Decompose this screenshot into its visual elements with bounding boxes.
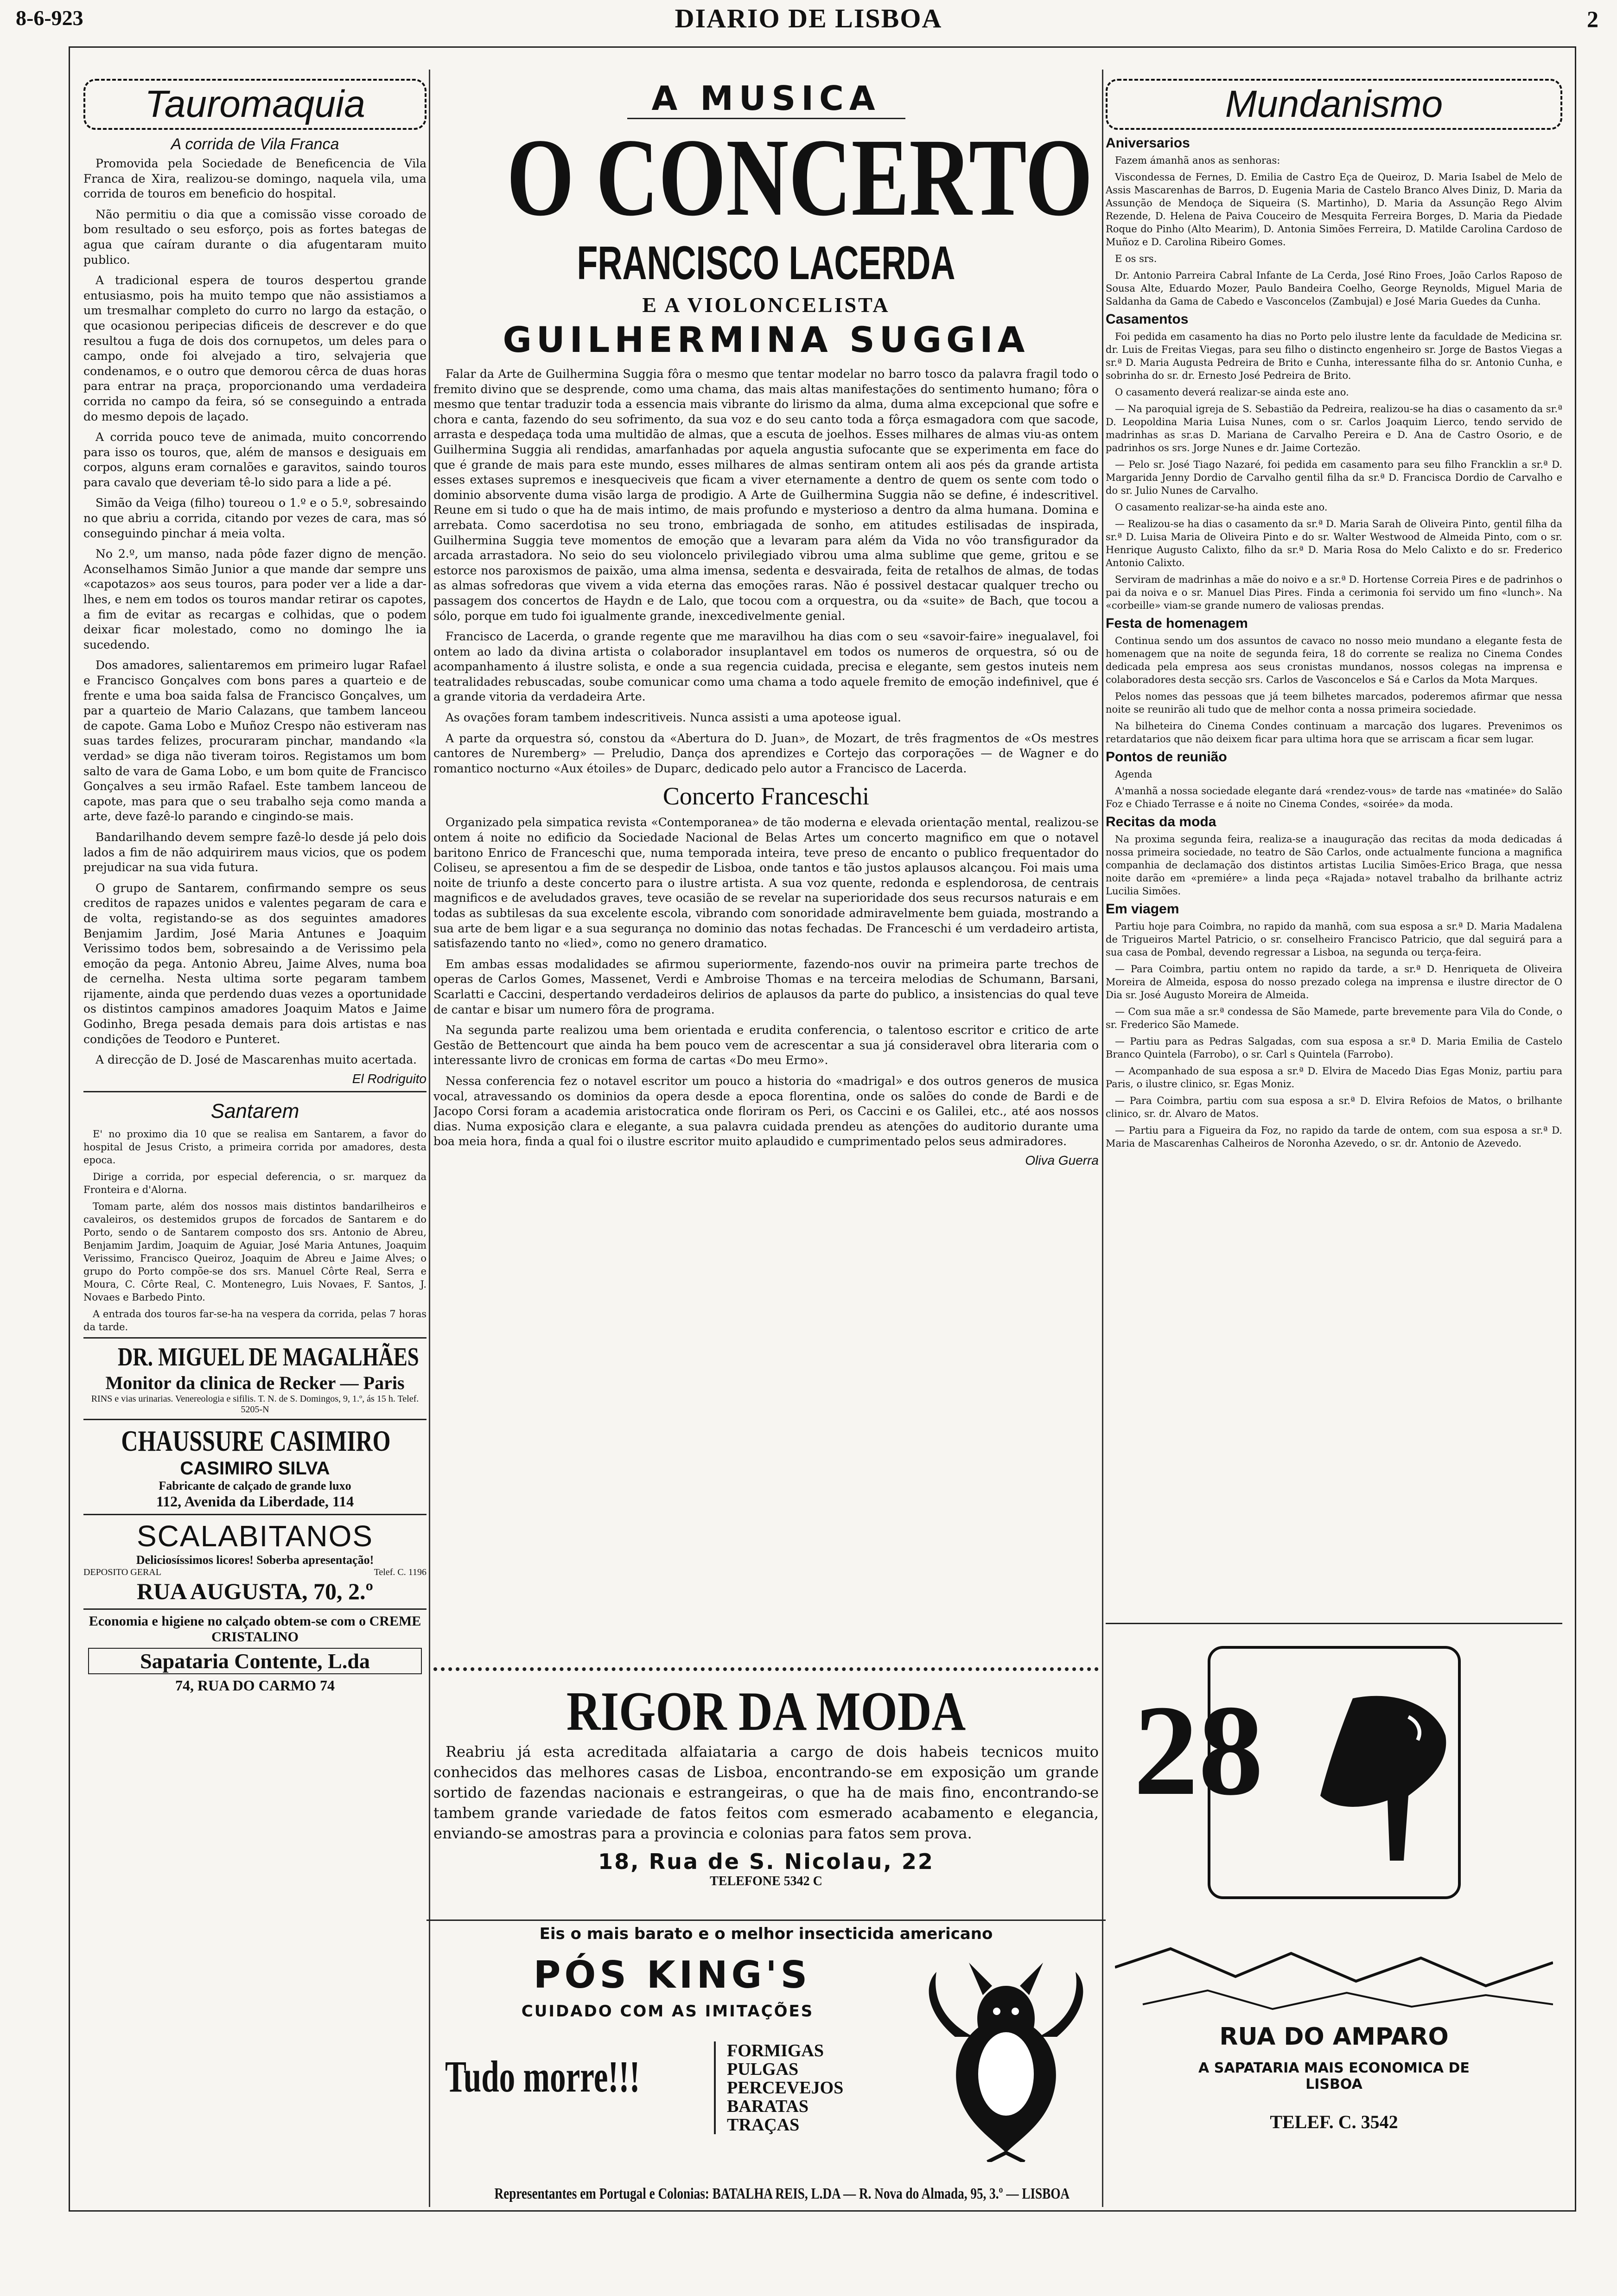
dotted-rule [433,1667,1099,1678]
paragraph: — Pelo sr. José Tiago Nazaré, foi pedida em casamento para seu filho Francklin a sr.ª D. Margarida Jenny Dordio de Carvalho gentil filha da sr.ª D. Francisca Dordio de Carvalho e do sr. Julio Nunes de Carvalho. [1106,459,1562,496]
paragraph: Dirige a corrida, por especial deferencia, o sr. marquez da Fronteira e d'Alorna. [83,1171,427,1195]
ad-chaussure [83,1419,427,1514]
ad-scalabitanos [83,1514,427,1608]
article-signature: El Rodriguito [352,1071,427,1086]
paragraph: — Realizou-se ha dias o casamento da sr.ª D. Maria Sarah de Oliveira Pinto, gentil filha da sr.ª D. Luisa Maria de Oliveira Pinto e do sr. Walter Westwood de Almeida Pinto, com o sr. Henrique Augusto Calixto, filho da sr.ª D. Maria Rosa do Melo Calixto e do sr. Frederico Antonio Calixto. [1106,518,1562,568]
ad-rigor-text: Reabriu já esta acreditada alfaiataria a cargo de dois habeis tecnicos muito conhecidos das melhores casas de Lisboa, encontrando-se em exposição um grande sortido de fazendas nacionais e estrangeiras, o que ha de mais fino, encontrando-se tambem grande variedade de fatos feitos com esmerado acabamento e elegancia, enviando-se amostras para a provincia e colonias para fatos sem prova. [433,1743,1099,1842]
ad-kings-title: PÓS KING'S [533,1953,811,1996]
section-heading: Em viagem [1106,901,1179,917]
ad-sapataria: Sapataria Contente, L.da [88,1648,422,1674]
ad-econ: Economia e higiene no calçado obtem-se com o CREME CRISTALINO [89,1613,421,1645]
paragraph: Tomam parte, além dos nossos mais distintos bandarilheiros e cavaleiros, os destemidos grupos de forcados de Santarem e do Porto, sendo o de Santarem composto dos srs. Antonio de Abreu, Benjamim Jardim, Joaquim de Aguiar, José Maria Antunes, Joaquim Verissimo, Francisco Queiroz, Joaquim de Abreu e Jaime Alves; o grupo do Porto compõe-se dos srs. Manuel Côrte Real, Serra e Moura, C. Côrte Real, C. Montenegro, Luis Novaes, F. Santos, J. Novaes e Barbedo Pinto. [83,1200,427,1303]
ad-rigor-title: RIGOR DA MODA [566,1680,966,1742]
ad-chaussure-title: CHAUSSURE CASIMIRO [121,1424,391,1457]
insect-list-item: PULGAS [727,2060,799,2079]
paragraph: Dos amadores, salientaremos em primeiro lugar Rafael e Francisco Gonçalves com bons pares a quarteio e de frente e uma boa saida falsa de Francisco Gonçalves, um par a quarteio de Mario Calazans, que tambem lanceou de capote. Gama Lobo e Muñoz Crespo não estiveram nas suas tardes felizes, procuraram pinchar, mandando «la verdad» se diga não tiveram toiros. Registamos um bom salto de vara de Gama Lobo, e um bom quite de Francisco Gonçalves a seu irmão Rafael. Este tambem lanceou de capote, mas para que o seu trabalho seja como manda a arte, deve fazê-lo parando e cingindo-se mais. [83,658,427,823]
paragraph: O casamento realizar-se-ha ainda este ano. [1115,502,1328,513]
paragraph: A parte da orquestra só, constou da «Abertura do D. Juan», de Mozart, de três fragmentos de «Os mestres cantores de Nuremberg» — Preludio, Dança dos aprendizes e Cortejo das corporações — de Wagner e do romantico nocturno «Aux étoiles» de Duparc, dedicado pelo autor a Francisco de Lacerda. [433,731,1099,775]
ad-sapataria-desc: A SAPATARIA MAIS ECONOMICA DE LISBOA [1198,2060,1470,2092]
ad-scal-sub: Deliciosíssimos licores! Soberba apresentação! [136,1553,374,1567]
section-heading: Recitas da moda [1106,814,1216,829]
paragraph: — Partiu para as Pedras Salgadas, com sua esposa a sr.ª D. Maria Emilia de Castelo Branco Quintela (Farrobo), o sr. Carl s Quintela (Farrobo). [1106,1036,1562,1060]
paragraph: Em ambas essas modalidades se afirmou superiormente, fazendo-nos ouvir na primeira parte trechos de operas de Carlos Gomes, Massenet, Verdi e Ambroise Thomas e na terceira melodias de Schumann, Barsani, Scarlatti e Caccini, despertando verdadeiros delirios de aplausos da parte do publico, a insistencias do qual teve de cantar e bisar um numero fôra de programa. [433,957,1099,1016]
ad-chaussure-addr: 112, Avenida da Liberdade, 114 [156,1492,354,1510]
ad-sapataria-28 [1106,1623,1562,2208]
ad-rigor-addr: 18, Rua de S. Nicolau, 22 [598,1849,934,1874]
paragraph: Na bilheteira do Cinema Condes continuam a marcação dos lugares. Prevenimos os retardatarios que não deixem ficar para ultima hora que se arriscam a ficar sem lugar. [1106,721,1562,745]
section-heading: Pontos de reunião [1106,749,1227,765]
paragraph: Fazem ámanhã anos as senhoras: [1115,155,1280,166]
ad-chaussure-owner: CASIMIRO SILVA [180,1458,330,1479]
paragraph: Continua sendo um dos assuntos de cavaco no nosso meio mundano a elegante festa de homenagem que na noite de segunda feira, 18 do corrente se realiza no Cinema Condes dedicada pela empresa aos seus cronistas mundanos, nossos colegas na imprensa e colaboradores desta secção srs. Carlos de Vasconcelos e Sá e Carlos da Mota Marques. [1106,635,1562,685]
paragraph: O casamento deverá realizar-se ainda este ano. [1115,387,1349,398]
article-body-tauromaquia [83,156,427,1068]
paragraph: — Na paroquial igreja de S. Sebastião da Pedreira, realizou-se ha dias o casamento da sr.ª D. Leopoldina Maria Luisa Nunes, com o sr. Carlos Joaquim Lierco, tendo servido de madrinhas as sr.as D. Mariana de Carvalho Pereira e D. Ana de Castro Osorio, e de padrinhos os srs. Jorge Nunes e dr. Jaime Cortezão. [1106,403,1562,453]
paragraph: Viscondessa de Fernes, D. Emilia de Castro Eça de Queiroz, D. Maria Isabel de Melo de Assis Mascarenhas de Barros, D. Eugenia Maria de Castelo Branco Alves Diniz, D. Maria da Assunção de Mendoça de Siqueira (S. Martinho), D. Maria da Assunção Rego Alvim Rezende, D. Helena de Paiva Couceiro de Mesquita Ferreira Borges, D. Maria da Piedade Roque do Pinho (Alto Mearim), D. Antonia Simões Ferreira, D. Matilde Carolina Cardoso de Muñoz e D. Carolina Ribeiro Gomes. [1106,172,1562,248]
paragraph: Pelos nomes das pessoas que já teem bilhetes marcados, poderemos afirmar que nessa noite se reunirão ali tudo que de melhor conta a nossa primeira sociedade. [1106,691,1562,715]
ad-scal-title: SCALABITANOS [136,1519,374,1553]
paragraph: A direcção de D. José de Mascarenhas muito acertada. [95,1053,417,1067]
page-header [0,0,1617,46]
middle-column [433,79,1099,1665]
paragraph: — Com sua mãe a sr.ª condessa de São Mamede, parte brevemente para Vila do Conde, o sr. Frederico São Mamede. [1106,1006,1562,1030]
devil-illustration-icon [918,1958,1094,2162]
ad-kings-slogan: Tudo morre!!! [445,2052,640,2101]
paragraph: Na proxima segunda feira, realiza-se a inauguração das recitas da moda dedicadas á nossa primeira sociedade, no teatro de São Carlos, onde actualmente funciona a magnifica companhia de declamação dos distintos artistas Lucilia Simões-Erico Braga, que nessa noite darão em «premiére» a linda peça «Rajada» notavel trabalho da brilhante actriz Lucilia Simões. [1106,834,1562,897]
paragraph: Foi pedida em casamento ha dias no Porto pelo ilustre lente da faculdade de Medicina sr. dr. Luis de Freitas Viegas, para seu filho o distincto engenheiro sr. Jorge de Bastos Viegas a sr.ª D. Maria Augusta Pedreira de Brito e Cunha, interessante filha do sr. Antonio Cunha, e sobrinha do sr. dr. Ernesto José Pedreira de Brito. [1106,331,1562,381]
paragraph: Simão da Veiga (filho) toureou o 1.º e o 5.º, sobresaindo no que abriu a corrida, citando por vezes de cara, mas só conseguindo pinchar á meia volta. [83,496,427,540]
paragraph: A entrada dos touros far-se-ha na vespera da corrida, pelas 7 horas da tarde. [83,1308,427,1333]
insect-list-item: PERCEVEJOS [727,2078,844,2098]
ad-scal-tel: Telef. C. 1196 [374,1567,427,1577]
paragraph: A corrida pouco teve de animada, muito concorrendo para isso os touros, que, além de mansos e desiguais em corpos, alguns eram cornalões e garavitos, saindo touros para cavalo que deveriam tê-lo sido para a lide a pé. [83,430,427,489]
article-subtitle: A corrida de Vila Franca [171,135,339,153]
column-rule-right [1102,70,1103,2207]
ad-kings-reps: Representantes em Portugal e Colonias: BATALHA REIS, L.DA — R. Nova do Almada, 95, 3.º — LISBOA [494,2185,1070,2202]
ad-scal-dep: DEPOSITO GERAL [83,1567,161,1577]
paragraph: Nessa conferencia fez o notavel escritor um pouco a historia do «madrigal» e dos outros generos de musica vocal, atravessando os dominios da opera desde a epoca florentina, onde os salões do conde de Bardi e de Jacopo Corsi foram a academia aristocratica onde floriram os Peri, os Caccini e os Galilei, etc., até aos nossos dias. Numa exposição clara e elegante, a sua palavra cuidada prendeu as atenções do auditorio durante uma boa meia hora, finda a qual foi o ilustre escritor muito aplaudido e cumprimentado pelos seus admiradores. [433,1074,1099,1148]
newspaper-title: DIARIO DE LISBOA [675,3,942,33]
divider [83,1091,427,1092]
ad-kings-list [714,2041,843,2134]
ad-doctor-name: DR. MIGUEL DE MAGALHÃES [118,1342,419,1371]
ad-doctor-info: RINS e vias urinarias. Venereologia e sifilis. T. N. de S. Domingos, 9, 1.º, ás 15 h. Telef. 5205-N [91,1393,419,1415]
section-title-franceschi: Concerto Franceschi [662,782,870,810]
ad-kings-top: Eis o mais barato e o melhor insecticida americano [539,1925,993,1943]
kicker-a-musica: A MUSICA [651,79,881,118]
article-body-franceschi [433,815,1099,1149]
section-title-santarem: Santarem [210,1099,299,1122]
ad-doctor [83,1337,427,1419]
paragraph: O grupo de Santarem, confirmando sempre os seus creditos de rapazes unidos e valentes pegaram de cara e de volta, registando-se as dos seguintes amadores Benjamim Jardim, José Maria Antunes e Joaquim Verissimo todos bem, sobresaindo a de Verissimo pela emoção da pega. Antonio Abreu, Jaime Alves, numa boa de cernelha. Nesta ultima sorte pegaram tambem rijamente, ainda que perdendo duas vezes a oportunidade os distintos campinos amadores Joaquim Matos e Jaime Godinho, Brega pesada demais para dois artistas e nas condições de Teodoro e Punteret. [83,881,427,1046]
article-body-santarem [83,1128,427,1333]
ad-rua-amparo: RUA DO AMPARO [1219,2023,1449,2051]
issue-date: 8-6-923 [16,6,83,30]
ground-cracks-icon [1115,1912,1553,2014]
paragraph: Promovida pela Sociedade de Beneficencia de Vila Franca de Xira, realizou-se domingo, naquela vila, uma corrida de touros em beneficio do hospital. [83,157,427,201]
headline-guilhermina-suggia: GUILHERMINA SUGGIA [503,319,1030,360]
paragraph: E os srs. [1115,253,1157,264]
insect-list-item: TRAÇAS [727,2115,800,2135]
ad-pos-kings [427,1920,1106,2208]
ad-doctor-sub: Monitor da clinica de Recker — Paris [105,1372,405,1393]
ad-scal-addr: RUA AUGUSTA, 70, 2.º [136,1578,374,1604]
ad-sapataria-tel: TELEF. C. 3542 [1270,2111,1398,2132]
section-heading: Casamentos [1106,312,1189,327]
ad-kings-sub: CUIDADO COM AS IMITAÇÕES [521,2002,814,2021]
section-heading: Aniversarios [1106,135,1190,151]
section-heading: Festa de homenagem [1106,616,1248,631]
paragraph: A'manhã a nossa sociedade elegante dará «rendez-vous» de tarde nas «matinée» do Salão Foz e Chiado Terrasse e á noite no Cinema Condes, «soirée» da moda. [1106,785,1562,810]
paragraph: Não permitiu o dia que a comissão visse coroado de bom resultado o seu esforço, pois as fortes bategas de agua que caíram durante o dia afugentaram muito publico. [83,207,427,267]
headline-violoncelista: E A VIOLONCELISTA [642,293,890,317]
paragraph: Dr. Antonio Parreira Cabral Infante de La Cerda, José Rino Froes, João Carlos Raposo de Sousa Alte, Eduardo Mozer, Paulo Bandeira Coelho, George Reynolds, Miguel Maria de Saldanha da Gama de Cabedo e Vasconcelos (Zambujal) e José Maria Guedes da Cunha. [1106,270,1562,307]
paragraph: Organizado pela simpatica revista «Contemporanea» de tão moderna e elevada orientação mental, realizou-se ontem á noite no edificio da Sociedade Nacional de Belas Artes um concerto magnifico em que o notavel baritono Enrico de Franceschi que, numa temporada inteira, teve preso de encanto o publico frequentador do Coliseu, se apresentou a fim de se despedir de Lisboa, onde tantos e tão justos aplausos alcançou. Foi mais uma noite de triunfo a deste concerto para o ilustre artista. A sua voz quente, redonda e esplendorosa, de centrais magnificos e de aveludados graves, teve ocasião de se revelar na superioridade dos seus recursos naturais e em todas as subtilesas da sua excelente escola, vibrando com sonoridade admiravelmente bem guiada, mostrando a sua arte de bem ligar e a sua segurança no dominio das notas fechadas. De Franceschi é um verdadeiro artista, satisfazendo tanto no «lied», como no genero dramatico. [433,816,1099,950]
paragraph: — Para Coimbra, partiu com sua esposa a sr.ª D. Elvira Refoios de Matos, o brilhante clinico, sr. dr. Alvaro de Matos. [1106,1095,1562,1119]
page-number: 2 [1587,6,1598,32]
paragraph: Na segunda parte realizou uma bem orientada e erudita conferencia, o talentoso escritor e critico de arte Gestão de Bettencourt que ainda ha bem pouco vem de acrescentar a sua já consideravel obra literaria com o interessante livro de cronicas em forma de cartas «Do meu Ermo». [433,1023,1099,1067]
article-signature-guerra: Oliva Guerra [1025,1153,1099,1167]
insect-list-item: BARATAS [727,2097,808,2116]
column-rule-left [429,70,430,2207]
paragraph: E' no proximo dia 10 que se realisa em Santarem, a favor do hospital de Jesus Cristo, a primeira corrida por amadores, desta epoca. [83,1128,427,1166]
headline-francisco-lacerda: FRANCISCO LACERDA [577,236,955,289]
paragraph: — Acompanhado de sua esposa a sr.ª D. Elvira de Macedo Dias Egas Moniz, partiu para Paris, o ilustre clinico, sr. Egas Moniz. [1106,1065,1562,1090]
ad-contente [83,1608,427,1698]
right-column [1106,79,1562,1655]
paragraph: As ovações foram tambem indescritiveis. Nunca assisti a uma apoteose igual. [446,711,901,725]
paragraph: Falar da Arte de Guilhermina Suggia fôra o mesmo que tentar modelar no barro tosco da palavra fragil todo o fremito divino que se desprende, como uma chama, das mais altas manifestações do sentimento humano; fôra o mesmo que tentar traduzir toda a essencia mais vibrante do lirismo da alma, duma alma excepcional que sofre e chora e canta, fazendo do seu sofrimento, da sua voz e do seu canto toda a fôrça esmagadora com que sacode, arrasta e despedaça toda uma multidão de almas, que a escuta de joelhos. Esses milhares de almas viu-as ontem Guilhermina Suggia ali rendidas, amarfanhadas por aquela angustia sufocante que se experimenta em face do que é grande de mais para este mundo, esses milhares de almas sentiram ontem ali aos pés da grande artista esses extases supremos e inesqueciveis que ficam a viver eternamente a dentro de quem os sente com todo o dominio absorvente duma visão larga de prodigio. A Arte de Guilhermina Suggia não se define, é indescritivel. Reune em si tudo o que ha de mais intimo, de mais profundo e mysterioso a dentro da alma humana. Domina e arrebata. Como sacerdotisa no seu trono, embriagada de sonho, em atitudes estilisadas de inspirada, Guilhermina Suggia teve momentos de emoção que a levaram para além da Vida no vôo transfigurador da arcada arrastadora. No seio do seu violoncelo privilegiado vibrou uma alma sublime que geme, gritou e se estorce nos paroxismos de paixão, uma alma imensa, sedenta e desvairada, feita de retalhos de almas, de todas as almas sofredoras que vivem a vida eterna das emoções raras. Não é possivel destacar qualquer trecho ou passagem dos concertos de Haydn e de Lalo, que tocou com a orquestra, ou da «suite» de Bach, que tocou a sólo, porque em tudo foi igualmente grande, inexcedivelmente genial. [433,367,1099,623]
section-title-mundanismo: Mundanismo [1106,79,1562,130]
article-body-concerto [433,367,1099,776]
paragraph: Bandarilhando devem sempre fazê-lo desde já pelo dois lados a fim de não adquirirem maus vicios, que os podem prejudicar na sua vida futura. [83,830,427,874]
paragraph: Francisco de Lacerda, o grande regente que me maravilhou ha dias com o seu «savoir-faire» inegualavel, foi ontem ao lado da divina artista o colaborador insuplantavel em todos os numeros de orquestra, só ou de acompanhamento á ilustre solista, e onde a sua regencia cuidada, precisa e elegante, sem gestos inuteis nem teatralidades rebuscadas, soube comunicar como uma chama a todo aquele fremito de emoção indefinivel, que é a grande vitoria da verdadeira Arte. [433,630,1099,704]
paragraph: Serviram de madrinhas a mãe do noivo e a sr.ª D. Hortense Correia Pires e de padrinhos o pai da noiva e o sr. Manuel Dias Pires. Finda a cerimonia foi servido um fino «lunch». Na «corbeille» viam-se grande numero de valiosas prendas. [1106,574,1562,611]
insect-list-item: FORMIGAS [727,2041,824,2060]
paragraph: A tradicional espera de touros despertou grande entusiasmo, pois ha muito tempo que não assistiamos a um tresmalhar completo do curro no largo da estação, o que ocasionou peripecias dificeis de descrever e do que resultou a fuga de dois dos cornupetos, um deles para o campo, onde foi alvejado a tiro, selvajeria que condenamos, e o outro que demorou cêrca de duas horas para entrar na praça, proporcionando uma verdadeira corrida no campo da feira, só se conseguindo a entrada do mesmo depois de laçado. [83,274,427,423]
ad-chaussure-desc: Fabricante de calçado de grande luxo [159,1479,351,1492]
ad-rigor-da-moda [433,1665,1099,1889]
ad-rigor-tel: TELEFONE 5342 C [710,1874,822,1888]
headline-o-concerto: O CONCERTO [506,115,1093,239]
paragraph: — Partiu para a Figueira da Foz, no rapido da tarde de ontem, com sua esposa a sr.ª D. Maria de Mascarenhas Calheiros de Noronha Azevedo, o sr. dr. Antonio de Azevedo. [1106,1125,1562,1149]
paragraph: — Para Coimbra, partiu ontem no rapido da tarde, a sr.ª D. Henriqueta de Oliveira Moreira de Almeida, esposa do nosso prezado colega na imprensa e ilustre director de O Dia sr. José Augusto Moreira de Almeida. [1106,963,1562,1001]
section-title-tauromaquia: Tauromaquia [83,79,427,130]
left-column [83,79,427,1906]
paragraph: Agenda [1115,769,1152,780]
ad-sapataria-addr: 74, RUA DO CARMO 74 [175,1677,335,1694]
mundanismo-sections [1106,135,1562,1150]
ad-number-28: 28 [1133,1678,1263,1822]
paragraph: Partiu hoje para Coimbra, no rapido da manhã, com sua esposa a sr.ª D. Maria Madalena de Trigueiros Martel Patricio, o sr. conselheiro Francisco Patricio, que dal seguirá para a sua casa de Pombal, devendo regressar a Lisboa, na segunda ou terça-feira. [1106,921,1562,958]
paragraph: No 2.º, um manso, nada pôde fazer digno de menção. Aconselhamos Simão Junior a que mande dar sempre uns «capotazos» aos seus touros, para poder ver a lide a dar-lhes, e nem em todos os touros mandar retirar os capotes, a fim de evitar as recargas e colhidas, que o podem deixar ficar molestado, como no domingo lhe ia sucedendo. [83,547,427,651]
